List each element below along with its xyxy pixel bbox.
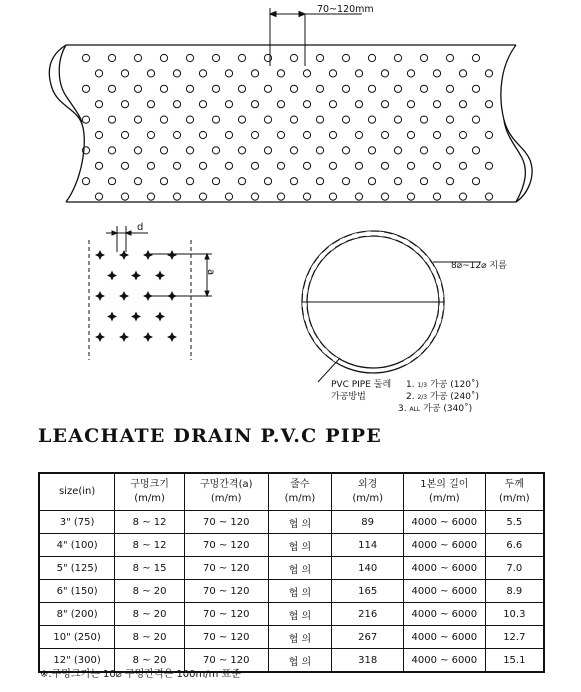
perforation-hole — [251, 101, 258, 108]
perforation-hole — [251, 70, 258, 77]
footnote: ※.구멍크기는 10⌀ 구멍간격은 100m/m 표준 — [40, 669, 241, 680]
table-row: 10" (250) 8 ~ 20 70 ~ 120 협 의 267 4000 ~ 6000 12.7 — [39, 626, 544, 649]
perforation-hole — [420, 116, 427, 123]
perforation-hole — [459, 131, 466, 138]
perforation-hole — [433, 70, 440, 77]
perforation-hole — [290, 54, 297, 61]
perforation-hole — [173, 70, 180, 77]
perforation-hole — [459, 162, 466, 169]
table-row: 5" (125) 8 ~ 15 70 ~ 120 협 의 140 4000 ~ 6000 7.0 — [39, 557, 544, 580]
perforation-hole — [186, 147, 193, 154]
perforation-hole — [381, 162, 388, 169]
perforation-hole — [485, 101, 492, 108]
perforation-hole — [420, 147, 427, 154]
perforation-hole — [251, 131, 258, 138]
perforation-hole — [147, 131, 154, 138]
pipe-cross-section — [302, 231, 481, 382]
perforation-hole — [316, 54, 323, 61]
ring-perforation — [392, 236, 397, 238]
perforation-hole — [108, 178, 115, 185]
perforation-hole — [355, 131, 362, 138]
perforation-hole — [225, 162, 232, 169]
perforation-hole — [355, 193, 362, 200]
perforation-hole — [121, 131, 128, 138]
perforation-hole — [160, 147, 167, 154]
perforation-hole — [199, 101, 206, 108]
method-options — [398, 378, 479, 414]
detail-hole-mark — [155, 312, 165, 322]
perforation-hole — [446, 178, 453, 185]
detail-hole-mark — [143, 250, 153, 260]
table-row: 4" (100) 8 ~ 12 70 ~ 120 협 의 114 4000 ~ 6000 6.6 — [39, 534, 544, 557]
perforation-hole — [147, 101, 154, 108]
detail-hole-mark — [95, 332, 105, 342]
perforation-hole — [212, 178, 219, 185]
detail-hole-mark — [131, 271, 141, 281]
perforation-hole — [368, 178, 375, 185]
detail-hole-mark — [143, 291, 153, 301]
ring-perforation — [438, 280, 439, 285]
header-hole-size: 구멍크기 (m/m) — [115, 473, 185, 511]
perforation-hole — [381, 193, 388, 200]
perforation-hole — [459, 101, 466, 108]
perforation-hole — [446, 54, 453, 61]
perforation-hole — [485, 162, 492, 169]
perforation-hole — [485, 193, 492, 200]
perforation-hole — [368, 116, 375, 123]
perforation-hole — [342, 85, 349, 92]
perforation-hole — [485, 70, 492, 77]
perforation-hole — [368, 85, 375, 92]
ring-perforation — [379, 234, 384, 235]
perforation-hole — [147, 193, 154, 200]
perforation-hole — [290, 178, 297, 185]
ring-perforation — [313, 265, 316, 269]
perforation-hole — [472, 85, 479, 92]
perforation-hole — [173, 101, 180, 108]
perforation-hole — [108, 85, 115, 92]
perforation-hole — [95, 70, 102, 77]
perforation-hole — [121, 193, 128, 200]
perforation-hole — [199, 193, 206, 200]
perforation-hole — [134, 85, 141, 92]
hole-diameter-label: 8⌀~12⌀ 지름 — [451, 261, 507, 271]
perforation-hole — [290, 147, 297, 154]
svg-text:1. 1/3 가공 (120˚): 1. 1/3 가공 (120˚) — [406, 380, 479, 390]
ring-perforation — [405, 360, 409, 363]
perforation-hole — [134, 116, 141, 123]
perforation-hole — [433, 131, 440, 138]
perforation-hole — [316, 147, 323, 154]
hole-pattern-detail — [89, 226, 212, 360]
perforation-hole — [407, 131, 414, 138]
perforation-hole — [485, 131, 492, 138]
perforation-hole — [433, 162, 440, 169]
perforation-hole — [160, 178, 167, 185]
perforation-hole — [238, 85, 245, 92]
perforation-hole — [316, 178, 323, 185]
perforation-hole — [290, 116, 297, 123]
perforation-hole — [212, 147, 219, 154]
perforation-hole — [277, 101, 284, 108]
perforation-hole — [147, 162, 154, 169]
perforation-hole — [82, 85, 89, 92]
detail-hole-mark — [119, 291, 129, 301]
perforation-hole — [459, 193, 466, 200]
ring-perforation — [315, 339, 318, 343]
perforation-hole — [134, 147, 141, 154]
perforation-hole — [108, 54, 115, 61]
perforation-hole — [95, 193, 102, 200]
perforation-hole — [394, 147, 401, 154]
perforation-hole — [446, 147, 453, 154]
ring-perforation — [341, 239, 345, 241]
perforation-hole — [147, 70, 154, 77]
a-label: a — [205, 269, 216, 276]
table-row: 8" (200) 8 ~ 20 70 ~ 120 협 의 216 4000 ~ 6000 10.3 — [39, 603, 544, 626]
spacing-dimension-label: 70~120mm — [317, 4, 374, 15]
detail-hole-mark — [131, 312, 141, 322]
perforation-hole — [82, 116, 89, 123]
perforation-hole — [251, 193, 258, 200]
detail-hole-mark — [119, 250, 129, 260]
table-row: 12" (300) 8 ~ 20 70 ~ 120 협 의 318 4000 ~ 6000 15.1 — [39, 649, 544, 673]
perforation-hole — [342, 116, 349, 123]
perforation-hole — [355, 70, 362, 77]
perforation-hole — [329, 162, 336, 169]
perforation-hole — [238, 178, 245, 185]
detail-hole-mark — [155, 271, 165, 281]
perforation-hole — [407, 162, 414, 169]
header-thickness: 두께 (m/m) — [485, 473, 544, 511]
perforation-hole — [186, 85, 193, 92]
perforation-hole — [225, 131, 232, 138]
ring-perforation — [404, 241, 408, 243]
perforation-hole — [264, 178, 271, 185]
perforation-hole — [199, 131, 206, 138]
perforation-hole — [342, 54, 349, 61]
perforation-hole — [420, 178, 427, 185]
detail-hole-mark — [107, 312, 117, 322]
perforation-hole — [121, 101, 128, 108]
perforation-hole — [82, 178, 89, 185]
perforation-hole — [446, 116, 453, 123]
table-header-row — [39, 473, 544, 511]
ring-perforation — [309, 328, 311, 333]
ring-perforation — [353, 235, 358, 236]
perforation-hole — [407, 193, 414, 200]
perforation-hole — [238, 147, 245, 154]
perforation-hole — [329, 131, 336, 138]
perforation-hole — [342, 178, 349, 185]
perforation-hole — [82, 54, 89, 61]
perforation-hole — [264, 54, 271, 61]
perforation-hole — [303, 193, 310, 200]
svg-text:2. 2/3 가공 (240˚): 2. 2/3 가공 (240˚) — [406, 392, 479, 402]
perforation-hole — [342, 147, 349, 154]
perforation-hole — [160, 116, 167, 123]
ring-perforation — [441, 292, 442, 297]
perforation-hole — [251, 162, 258, 169]
perforation-hole — [225, 70, 232, 77]
perforation-hole — [264, 147, 271, 154]
perforation-hole — [199, 162, 206, 169]
ring-perforation — [432, 268, 434, 272]
perforation-hole — [173, 162, 180, 169]
perforation-hole — [394, 116, 401, 123]
perforation-hole — [277, 193, 284, 200]
header-hole-spacing: 구멍간격(a) (m/m) — [184, 473, 268, 511]
perforation-hole — [277, 131, 284, 138]
perforation-hole — [160, 85, 167, 92]
method-label-1: PVC PIPE 둘레 — [331, 380, 392, 390]
ring-perforation — [433, 331, 435, 335]
ring-perforation — [416, 352, 420, 355]
perforation-hole — [368, 147, 375, 154]
perforation-hole — [277, 162, 284, 169]
ring-perforation — [306, 315, 307, 320]
ring-perforation — [324, 350, 328, 353]
perforation-hole — [472, 147, 479, 154]
table-row: 3" (75) 8 ~ 12 70 ~ 120 협 의 89 4000 ~ 6000 5.5 — [39, 511, 544, 534]
perforation-hole — [355, 162, 362, 169]
perforation-hole — [134, 54, 141, 61]
perforation-hole — [303, 131, 310, 138]
perforation-hole — [212, 85, 219, 92]
perforation-hole — [303, 162, 310, 169]
page-title: LEACHATE DRAIN P.V.C PIPE — [38, 425, 382, 447]
perforation-hole — [160, 54, 167, 61]
perforation-hole — [277, 70, 284, 77]
perforation-hole — [173, 193, 180, 200]
perforation-hole — [225, 193, 232, 200]
ring-perforation — [425, 257, 428, 261]
perforation-hole — [329, 101, 336, 108]
perforation-hole — [329, 70, 336, 77]
perforation-hole — [472, 54, 479, 61]
perforation-hole — [316, 116, 323, 123]
ring-perforation — [330, 246, 334, 249]
perforation-hole — [121, 162, 128, 169]
d-label: d — [137, 222, 144, 233]
perforation-hole — [407, 101, 414, 108]
perforation-hole — [407, 70, 414, 77]
pipe-elevation — [49, 45, 532, 202]
perforation-hole — [381, 70, 388, 77]
perforation-hole — [212, 54, 219, 61]
header-size: size(in) — [39, 473, 115, 511]
perforation-hole — [329, 193, 336, 200]
perforation-hole — [108, 147, 115, 154]
perforation-hole — [225, 101, 232, 108]
detail-hole-mark — [95, 250, 105, 260]
perforation-hole — [238, 54, 245, 61]
ring-perforation — [305, 289, 306, 294]
perforation-hole — [394, 54, 401, 61]
perforation-hole — [95, 162, 102, 169]
perforation-hole — [433, 193, 440, 200]
perforation-hole — [95, 101, 102, 108]
perforation-hole — [173, 131, 180, 138]
spec-table — [38, 472, 545, 673]
perforation-hole — [134, 178, 141, 185]
ring-perforation — [438, 318, 439, 323]
perforation-hole — [420, 85, 427, 92]
perforation-hole — [186, 54, 193, 61]
ring-perforation — [425, 342, 428, 346]
perforation-hole — [186, 178, 193, 185]
perforation-hole — [394, 85, 401, 92]
perforation-hole — [381, 101, 388, 108]
perforation-hole — [264, 85, 271, 92]
pipe-holes — [82, 54, 492, 200]
perforation-hole — [199, 70, 206, 77]
perforation-hole — [121, 70, 128, 77]
perforation-hole — [95, 131, 102, 138]
perforation-hole — [459, 70, 466, 77]
ring-perforation — [320, 254, 323, 258]
perforation-hole — [355, 101, 362, 108]
header-length: 1본의 길이 (m/m) — [404, 473, 486, 511]
ring-perforation — [308, 276, 310, 281]
perforation-hole — [394, 178, 401, 185]
perforation-hole — [186, 116, 193, 123]
perforation-hole — [420, 54, 427, 61]
detail-hole-mark — [143, 332, 153, 342]
ring-perforation — [415, 248, 419, 251]
perforation-hole — [433, 101, 440, 108]
perforation-hole — [381, 131, 388, 138]
perforation-hole — [303, 101, 310, 108]
header-rows: 줄수 (m/m) — [268, 473, 332, 511]
detail-hole-mark — [107, 271, 117, 281]
header-outer-diameter: 외경 (m/m) — [332, 473, 404, 511]
perforation-hole — [446, 85, 453, 92]
perforation-hole — [108, 116, 115, 123]
perforation-hole — [238, 116, 245, 123]
detail-hole-mark — [167, 250, 177, 260]
table-row: 6" (150) 8 ~ 20 70 ~ 120 협 의 165 4000 ~ 6000 8.9 — [39, 580, 544, 603]
perforation-hole — [290, 85, 297, 92]
perforation-hole — [472, 116, 479, 123]
perforation-hole — [316, 85, 323, 92]
detail-hole-mark — [119, 332, 129, 342]
perforation-hole — [472, 178, 479, 185]
perforation-hole — [368, 54, 375, 61]
detail-hole-mark — [167, 291, 177, 301]
svg-text:3. ALL 가공 (340˚): 3. ALL 가공 (340˚) — [398, 404, 473, 414]
perforation-hole — [264, 116, 271, 123]
method-label-2: 가공방법 — [331, 392, 366, 402]
perforation-hole — [303, 70, 310, 77]
perforation-hole — [212, 116, 219, 123]
detail-hole-mark — [167, 332, 177, 342]
detail-hole-mark — [95, 291, 105, 301]
